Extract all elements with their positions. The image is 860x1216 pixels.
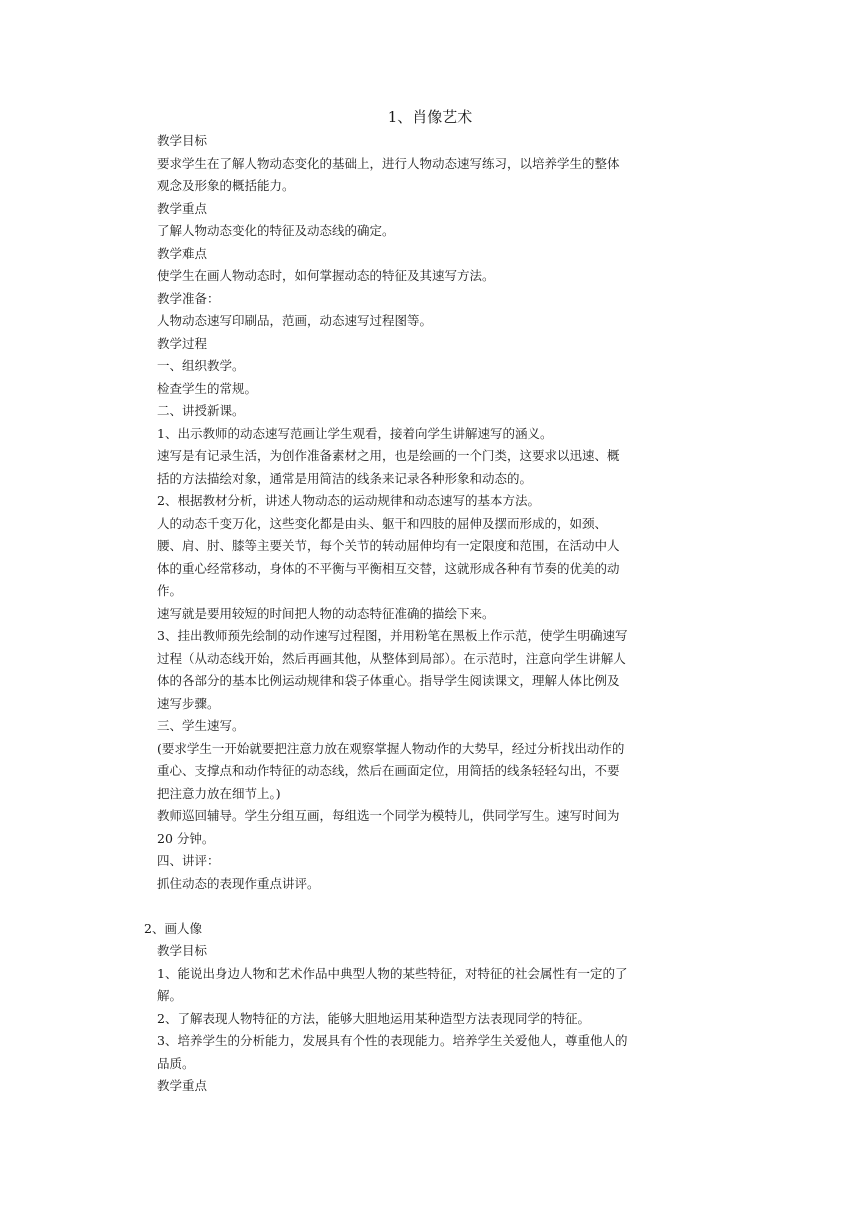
blank-line [157,895,629,918]
section2-heading: 2、画人像 [144,920,202,936]
section1-heading-objectives: 教学目标 [157,133,208,148]
document-title: 1、肖像艺术 [387,108,473,126]
section2-paragraph: 1、能说出身边人物和艺术作品中典型人物的某些特征，对特征的社会属性有一定的了解。 [157,965,628,1003]
section1-paragraph: 一、组织教学。 [157,358,245,373]
section1-paragraph: 使学生在画人物动态时，如何掌握动态的特征及其速写方法。 [157,268,495,283]
section1-paragraph: 3、挂出教师预先绘制的动作速写过程图，并用粉笔在黑板上作示范，使学生明确速写过程（从动态线开始，然后再画其他，从整体到局部）。在示范时，注意向学生讲解人体的各部分的基本比例运动规律和袋子体重心。指导学生阅读课文，理解人体比例及速写步骤。 [157,628,628,711]
section2-paragraph: 3、培养学生的分析能力，发展具有个性的表现能力。培养学生关爱他人，尊重他人的品质。 [157,1033,628,1071]
section1-paragraph: 三、学生速写。 [157,718,245,733]
section1-paragraph: 检查学生的常规。 [157,380,258,396]
section2-heading-objectives: 教学目标 [157,943,208,958]
section1-heading-key-points: 教学重点 [157,200,208,216]
section1-paragraph: 抓住动态的表现作重点讲评。 [157,875,320,891]
section1-heading-preparation: 教学准备： [157,290,220,306]
section1-paragraph: 了解人物动态变化的特征及动态线的确定。 [157,223,395,238]
section1-paragraph: 速写就是要用较短的时间把人物的动态特征准确的描绘下来。 [157,605,495,621]
section1-paragraph: 速写是有记录生活，为创作准备素材之用，也是绘画的一个门类，这要求以迅速、概括的方法描绘对象，通常是用简洁的线条来记录各种形象和动态的。 [157,448,620,486]
section1-paragraph: 教师巡回辅导。学生分组互画，每组选一个同学为模特儿，供同学写生。速写时间为 20 分钟。 [157,808,620,846]
section1-paragraph: 人的动态千变万化，这些变化都是由头、躯干和四肢的屈伸及摆而形成的，如颈、腰、肩、肘、膝等主要关节，每个关节的转动屈伸均有一定限度和范围，在活动中人体的重心经常移动，身体的不平衡与平衡相互交替，这就形成各种有节奏的优美的动作。 [157,515,620,598]
section2-heading-key-points: 教学重点 [157,1078,208,1093]
section1-paragraph: 四、讲评： [157,853,220,868]
section2-paragraph: 2、了解表现人物特征的方法，能够大胆地运用某种造型方法表现同学的特征。 [157,1010,590,1026]
section1-heading-difficulties: 教学难点 [157,245,208,261]
section1-paragraph: 1、出示教师的动态速写范画让学生观看，接着向学生讲解速写的涵义。 [157,425,553,441]
document-body [144,130,629,1098]
section1-paragraph: 2、根据教材分析，讲述人物动态的运动规律和动态速写的基本方法。 [157,493,540,508]
section1-heading-process: 教学过程 [157,335,208,351]
section1-paragraph: 二、讲授新课。 [157,403,245,418]
section1-paragraph: 人物动态速写印刷品，范画，动态速写过程图等。 [157,313,433,328]
section1-paragraph: 要求学生在了解人物动态变化的基础上，进行人物动态速写练习，以培养学生的整体观念及形象的概括能力。 [157,155,620,193]
section1-paragraph: (要求学生一开始就要把注意力放在观察掌握人物动作的大势早，经过分析找出动作的重心、支撑点和动作特征的动态线，然后在画面定位，用简括的线条轻轻勾出，不要把注意力放在细节上。) [157,740,625,801]
